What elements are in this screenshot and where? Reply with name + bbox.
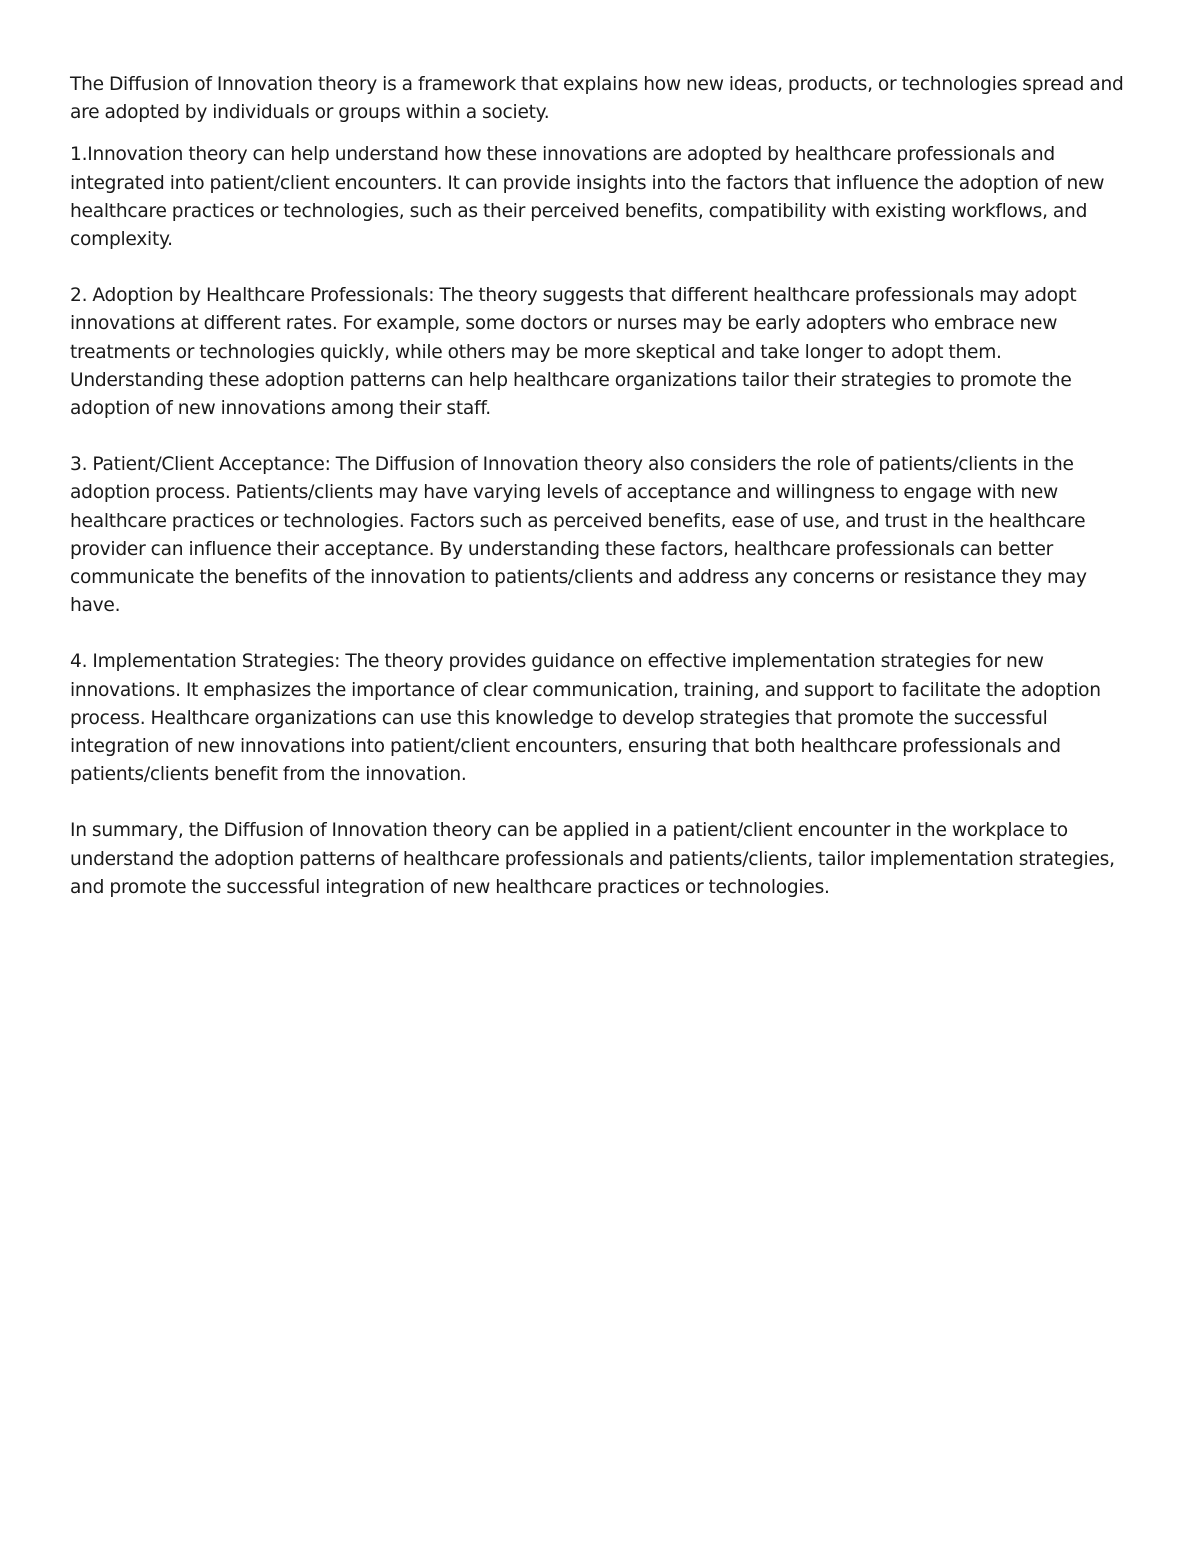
intro-paragraph: The Diffusion of Innovation theory is a framework that explains how new ideas, products, or technologies spread and are adopted by individuals or groups within a society. <box>70 74 1124 124</box>
point-1-paragraph: 1.Innovation theory can help understand how these innovations are adopted by healthcare professionals and integrated into patient/client encounters. It can provide insights into the factors that influence the adoption of new healthcare practices or technologies, such as their perceived benefits, compatibility with existing workflows, and complexity. <box>70 144 1105 251</box>
point-3-paragraph: 3. Patient/Client Acceptance: The Diffusion of Innovation theory also considers the role of patients/clients in the adoption process. Patients/clients may have varying levels of acceptance and willingness to engage with new healthcare practices or technologies. Factors such as perceived benefits, ease of use, and trust in the healthcare provider can influence their acceptance. By understanding these factors, healthcare professionals can better communicate the benefits of the innovation to patients/clients and address any concerns or resistance they may have. <box>70 454 1087 617</box>
summary-paragraph: In summary, the Diffusion of Innovation theory can be applied in a patient/client encounter in the workplace to understand the adoption patterns of healthcare professionals and patients/clients, tailor implementation strategies, and promote the successful integration of new healthcare practices or technologies. <box>70 820 1115 898</box>
point-4-paragraph: 4. Implementation Strategies: The theory provides guidance on effective implementation strategies for new innovations. It emphasizes the importance of clear communication, training, and support to facilitate the adoption process. Healthcare organizations can use this knowledge to develop strategies that promote the successful integration of new innovations into patient/client encounters, ensuring that both healthcare professionals and patients/clients benefit from the innovation. <box>70 651 1101 786</box>
document-body <box>70 71 1132 902</box>
point-2-paragraph: 2. Adoption by Healthcare Professionals: The theory suggests that different healthcare professionals may adopt innovations at different rates. For example, some doctors or nurses may be early adopters who embrace new treatments or technologies quickly, while others may be more skeptical and take longer to adopt them. Understanding these adoption patterns can help healthcare organizations tailor their strategies to promote the adoption of new innovations among their staff. <box>70 285 1077 420</box>
